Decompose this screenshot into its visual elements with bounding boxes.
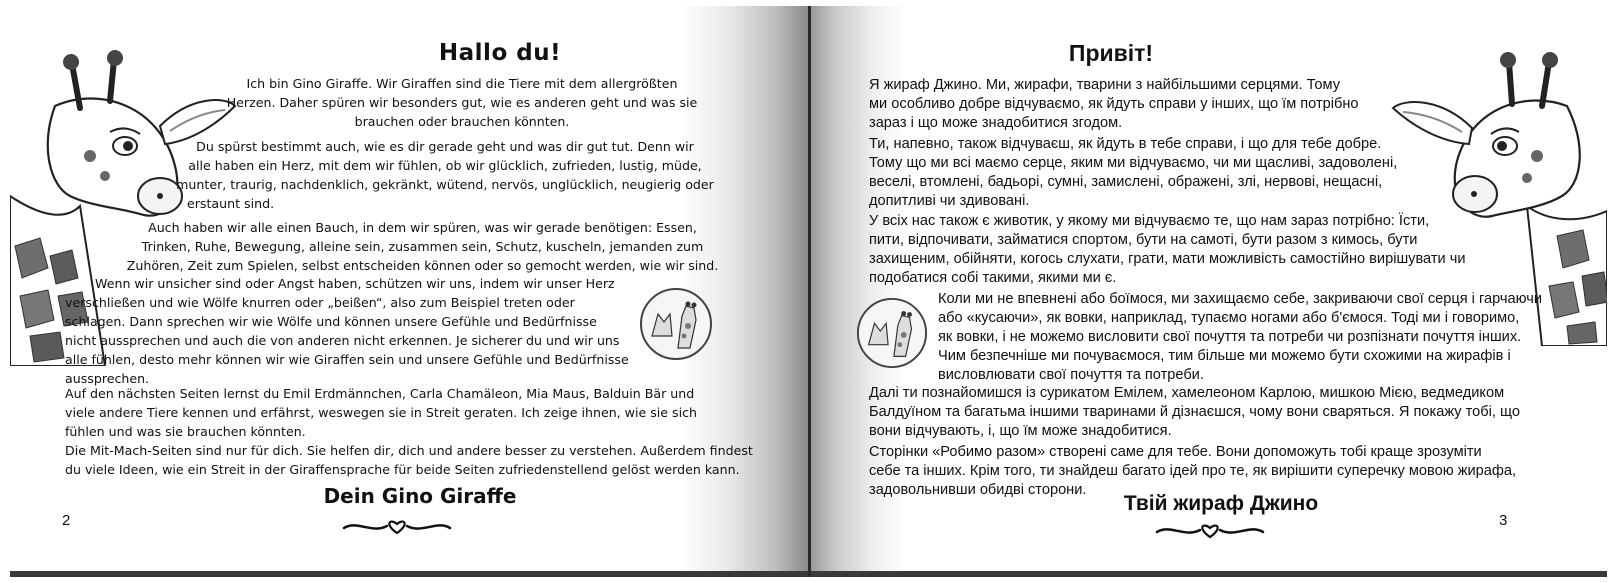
- text-line: aussprechen.: [65, 371, 150, 386]
- paragraph-5-right: [869, 384, 1549, 441]
- page-title-left: Hallo du!: [438, 40, 562, 66]
- page-number-right: 3: [1499, 512, 1508, 529]
- text-line: У всіх нас також є животик, у якому ми відчуваємо те, що нам зараз потрібно: Їсти,: [869, 213, 1430, 229]
- left-page: [10, 6, 808, 571]
- paragraph-6-left: [65, 441, 785, 479]
- text-line: веселі, втомлені, бадьорі, сумні, замислені, ображені, злі, нервові, нещасні,: [869, 174, 1383, 190]
- text-line: erstaunt sind.: [187, 196, 275, 211]
- page-number-left: 2: [62, 512, 71, 529]
- text-line: пити, відпочивати, займатися спортом, бути на самоті, бути разом з кимось, бути: [869, 232, 1418, 248]
- text-line: schlagen. Dann sprechen wir wie Wölfe und können unsere Gefühle und Bedürfnisse: [65, 314, 597, 329]
- text-line: допитливі чи здивовані.: [869, 193, 1030, 209]
- heart-swash-icon: [342, 516, 452, 538]
- book-spread: [10, 6, 1607, 577]
- text-line: Балдуїном та багатьма іншими тваринами й дізнаєшся, чому вони сваряться. Я покажу тобі, що: [869, 404, 1520, 420]
- text-line: Herzen. Daher spüren wir besonders gut, wie es anderen geht und was sie: [226, 95, 698, 110]
- text-line: fühlen und was sie brauchen könnten.: [65, 424, 306, 439]
- text-line: себе та інших. Крім того, ти знайдеш багато ідей про те, як вирішити суперечку мовою жирафа,: [869, 463, 1517, 479]
- text-line: Сторінки «Робимо разом» створені саме для тебе. Вони допоможуть тобі краще зрозуміти: [869, 444, 1482, 460]
- text-line: Ich bin Gino Giraffe. Wir Giraffen sind die Tiere mit dem allergrößten: [246, 76, 678, 91]
- text-line: brauchen oder brauchen könnten.: [354, 114, 570, 129]
- paragraph-1-left: [222, 74, 702, 131]
- giraffe-wolf-medallion-icon: [638, 286, 714, 362]
- paragraph-3-right: [869, 212, 1489, 288]
- paragraph-2-right: [869, 135, 1429, 211]
- text-line: ми особливо добре відчуваємо, як йдуть справи у інших, що їм потрібно: [869, 96, 1359, 112]
- text-line: Zuhören, Zeit zum Spielen, selbst entscheiden können oder so gemocht werden, wie wir sind.: [126, 258, 719, 273]
- paragraph-4-left: [65, 274, 665, 388]
- text-line: Trinken, Ruhe, Bewegung, alleine sein, zusammen sein, Schutz, kuscheln, jemanden zum: [141, 239, 704, 254]
- page-title-right: Привіт!: [1068, 40, 1154, 66]
- text-line: verschließen und wie Wölfe knurren oder „beißen“, also zum Beispiel treten oder: [65, 295, 575, 310]
- paragraph-2-left: [175, 137, 715, 213]
- text-line: Auch haben wir alle einen Bauch, in dem wir spüren, was wir gerade benötigen: Essen,: [148, 220, 697, 235]
- heart-swash-icon: [1155, 520, 1265, 542]
- right-page: [811, 6, 1607, 571]
- text-line: nicht aussprechen und auch die von anderen nicht erkennen. Je sicherer du und wir uns: [65, 333, 620, 348]
- text-line: alle haben ein Herz, mit dem wir fühlen, ob wir glücklich, zufrieden, lustig, müde,: [188, 158, 702, 173]
- signature-right: Твій жираф Джино: [1123, 492, 1319, 515]
- text-line: задовольнивши обидві сторони.: [869, 482, 1087, 498]
- giraffe-wolf-medallion-icon: [855, 296, 929, 370]
- text-line: висловлювати свої почуття та потреби.: [938, 367, 1204, 383]
- signature-left: Dein Gino Giraffe: [323, 484, 517, 508]
- text-line: Die Mit-Mach-Seiten sind nur für dich. Sie helfen dir, dich und andere besser zu verstehen. Außerdem findest: [65, 443, 753, 458]
- text-line: munter, traurig, nachdenklich, gekränkt, wütend, nervös, unglücklich, neugierig oder: [176, 177, 714, 192]
- paragraph-5-left: [65, 384, 745, 441]
- paragraph-1-right: [869, 76, 1429, 133]
- text-line: зараз і що може знадобитися згодом.: [869, 115, 1123, 131]
- text-line: Далі ти познайомишся із сурикатом Емілем, хамелеоном Карлою, мишкою Мією, ведмедиком: [869, 385, 1505, 401]
- text-line: як вовки, і не можемо висловити свої почуття та потреби чи розпізнати почуття інших.: [938, 329, 1522, 345]
- paragraph-3-left: [125, 218, 720, 275]
- text-line: viele andere Tiere kennen und erfährst, weswegen sie in Streit geraten. Ich zeige ihnen, wie sie sich: [65, 405, 698, 420]
- text-line: Wenn wir unsicher sind oder Angst haben, schützen wir uns, indem wir unser Herz: [95, 276, 615, 291]
- text-line: Коли ми не впевнені або боїмося, ми захищаємо себе, закриваючи свої серця і гарчаючи: [938, 291, 1542, 307]
- paragraph-4-right: [938, 290, 1558, 385]
- text-line: Ти, напевно, також відчуваєш, як йдуть в тебе справи, і що для тебе добре.: [869, 136, 1382, 152]
- text-line: або «кусаючи», як вовки, наприклад, тупаємо ногами або б'ємося. Тоді ми і говоримо,: [938, 310, 1520, 326]
- text-line: Тому що ми всі маємо серце, яким ми відчуваємо, чи ми щасливі, задоволені,: [869, 155, 1398, 171]
- text-line: Я жираф Джино. Ми, жирафи, тварини з найбільшими серцями. Тому: [869, 77, 1341, 93]
- text-line: Du spürst bestimmt auch, wie es dir gerade geht und was dir gut tut. Denn wir: [196, 139, 694, 154]
- text-line: Auf den nächsten Seiten lernst du Emil Erdmännchen, Carla Chamäleon, Mia Maus, Balduin Bär und: [65, 386, 695, 401]
- text-line: du viele Ideen, wie ein Streit in der Giraffensprache für beide Seiten zufriedenstellend gelöst werden kann.: [65, 462, 740, 477]
- text-line: alle fühlen, desto mehr können wir wie Giraffen sein und unsere Gefühle und Bedürfnisse: [65, 352, 629, 367]
- text-line: Чим безпечніше ми почуваємося, тим більше ми можемо бути схожими на жирафів і: [938, 348, 1511, 364]
- text-line: захищеним, обійняти, когось слухати, грати, мати можливість самостійно вирішувати чи: [869, 251, 1466, 267]
- text-line: вони відчувають, і, що їм може знадобитися.: [869, 423, 1172, 439]
- text-line: подобатися собі такими, якими ми є.: [869, 270, 1117, 286]
